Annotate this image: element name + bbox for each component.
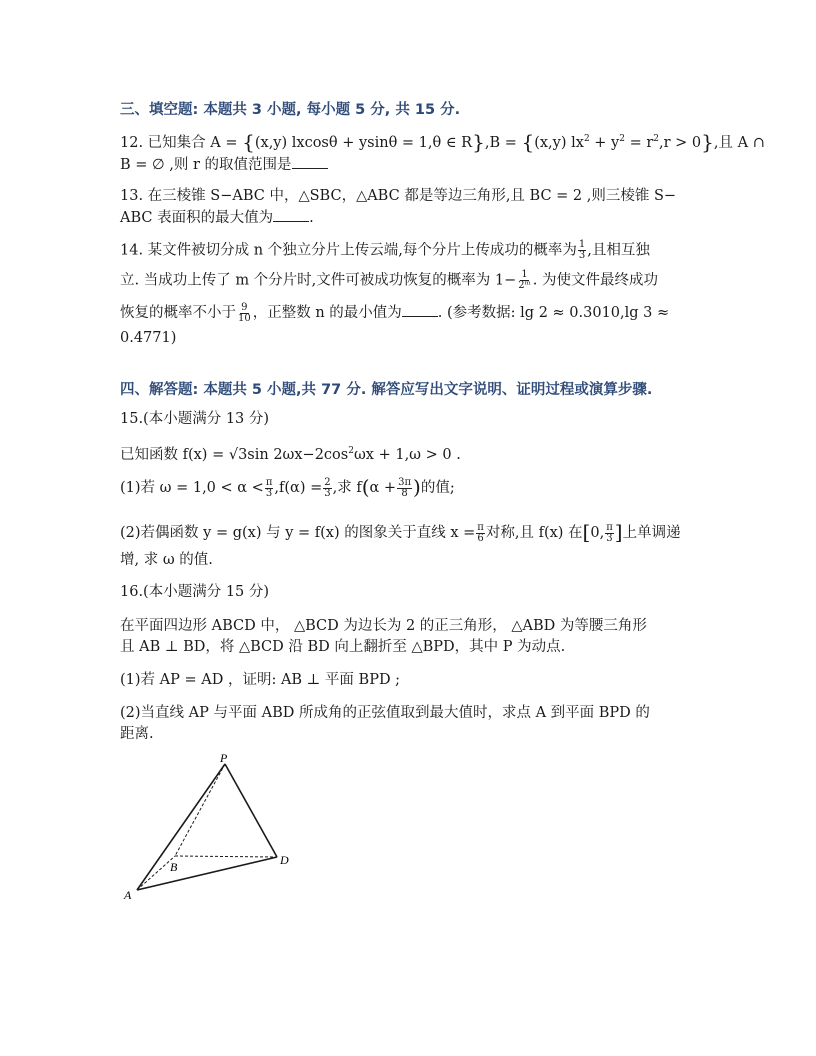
q12-setB-b: + y — [589, 134, 620, 151]
q15-stem-b: ωx + 1,ω > 0 . — [353, 446, 461, 463]
q15-part2-line2: 增, 求 ω 的值. — [120, 552, 213, 568]
q15-part1: (1)若 ω = 1,0 < α < $\frac{\pi}{3}$ ,f(α) = $\frac{2}{3}$ ,求 f(α + $\frac{3\pi}{8}$ )的值; — [120, 475, 455, 499]
q12-setB-a: (x,y) lx — [534, 134, 584, 151]
q14-fraction — [237, 303, 252, 324]
q14-line2 — [120, 270, 658, 291]
q12-setA: (x,y) lxcosθ + ysinθ = 1,θ ∈ R — [254, 134, 473, 151]
label-B: B — [170, 860, 178, 874]
frac-den: 3 — [265, 487, 273, 499]
frac-num: π — [265, 476, 273, 488]
frac-den: 2ᵐ — [518, 280, 531, 291]
frac-den: 8 — [401, 487, 408, 499]
q14-line3 — [120, 302, 669, 324]
q14-text-e: 恢复的概率不小于 — [120, 305, 236, 321]
frac-den: 3 — [606, 532, 613, 544]
frac-num: 9 — [241, 301, 248, 313]
q15-p2-c: 0, — [590, 525, 605, 541]
answer-blank — [292, 154, 328, 169]
q13-line2: ABC 表面积的最大值为 . — [120, 207, 314, 228]
q14-text-g: . (参考数据: lg 2 ≈ 0.3010,lg 3 ≈ — [437, 305, 670, 321]
q15-part2: (2)若偶函数 y = g(x) 与 y = f(x) 的图象关于直线 x = $\frac{\pi}{6}$ 对称,且 f(x) 在[0, $\frac{\pi}{3}$ ]上单调递 — [120, 520, 681, 544]
q16-stem-line2: 且 AB ⊥ BD，将 △BCD 沿 BD 向上翻折至 △BPD，其中 P 为动点. — [120, 639, 566, 655]
q12-text-a: 12. 已知集合 A = — [120, 134, 243, 151]
q12-text-b: ,B = — [484, 134, 522, 151]
q15-fraction — [397, 478, 412, 499]
q12-sup: 2 — [619, 134, 625, 144]
label-A: A — [124, 888, 132, 902]
q13-text-line2: ABC 表面积的最大值为 — [120, 210, 274, 226]
q12-setB-d: ,r > 0 — [659, 134, 702, 151]
q14-line1 — [120, 240, 650, 261]
q14-text-f: ，正整数 n 的最小值为 — [252, 305, 402, 321]
q16-part1: (1)若 AP = AD ，证明: AB ⊥ 平面 BPD ; — [120, 672, 401, 688]
q12-line1: 12. 已知集合 A = {(x,y) lxcosθ + ysinθ = 1,θ ∈ R},B = {(x,y) $lx^2 + y^2 = r^2,r > 0$},且 A ∩ — [120, 129, 765, 154]
pyramid-figure — [115, 750, 315, 910]
q15-fraction — [265, 478, 274, 499]
q15-stem — [120, 441, 461, 465]
q14-fraction — [578, 240, 586, 261]
label-D: D — [280, 853, 289, 867]
edge-PA — [137, 764, 225, 890]
q12-line2 — [120, 154, 328, 175]
q12-sup: 2 — [583, 134, 590, 144]
q14-text-d: . 为使文件最终成功 — [532, 272, 658, 289]
q15-title: 15.(本小题满分 13 分) — [120, 411, 270, 427]
frac-den: 3 — [324, 487, 331, 499]
answer-blank — [273, 207, 309, 222]
frac-den: 10 — [238, 312, 251, 324]
q16-stem-line1: 在平面四边形 ABCD 中， △BCD 为边长为 2 的正三角形， △ABD 为等腰三角形 — [120, 618, 647, 634]
edge-AD — [137, 857, 277, 890]
frac-num: 2 — [324, 476, 331, 488]
q15-p2-d: 上单调递 — [622, 525, 681, 541]
answer-blank — [402, 302, 438, 317]
section-heading-fill-in: 三、填空题: 本题共 3 小题, 每小题 5 分, 共 15 分. — [120, 102, 461, 118]
q14-text-b: ,且相互独 — [587, 242, 650, 259]
q12-text-c: ,且 A ∩ — [713, 134, 765, 151]
section-heading-solutions: 四、解答题: 本题共 5 小题,共 77 分. 解答应写出文字说明、证明过程或演算步骤. — [120, 382, 653, 398]
edge-PD — [225, 764, 277, 857]
q15-p1-b: ,f(α) = — [274, 480, 323, 496]
q12-sup: 2 — [653, 134, 660, 144]
q16-title: 16.(本小题满分 15 分) — [120, 584, 270, 600]
frac-num: 1 — [521, 269, 528, 280]
q15-p1-a: (1)若 ω = 1,0 < α < — [120, 480, 264, 496]
q15-stem-a: 已知函数 f(x) = √3sin 2ωx−2cos — [120, 446, 349, 463]
edge-PB-hidden — [175, 764, 225, 856]
q13-line1: 13. 在三棱锥 S−ABC 中，△SBC，△ABC 都是等边三角形,且 BC = 2 ,则三棱锥 S− — [120, 188, 677, 204]
q14-line4: 0.4771) — [120, 330, 177, 346]
q14-fraction — [517, 270, 532, 291]
q15-p1-c: ,求 f — [332, 480, 362, 496]
q12-setB-c: = r — [624, 134, 654, 151]
frac-num: 3π — [398, 476, 412, 488]
q15-p1-d: α + — [369, 480, 397, 496]
frac-num: π — [477, 521, 484, 533]
frac-num: π — [606, 521, 613, 533]
frac-den: 6 — [477, 532, 484, 544]
q15-sup: 2 — [348, 446, 354, 456]
q15-fraction — [476, 523, 485, 544]
q15-p2-a: (2)若偶函数 y = g(x) 与 y = f(x) 的图象关于直线 x = — [120, 525, 476, 541]
frac-num: 1 — [578, 239, 586, 250]
q16-part2-line1: (2)当直线 AP 与平面 ABD 所成角的正弦值取到最大值时，求点 A 到平面 BPD 的 — [120, 705, 650, 721]
label-P: P — [220, 751, 228, 765]
q14-text-c: 立. 当成功上传了 m 个分片时,文件可被成功恢复的概率为 1− — [120, 272, 517, 289]
q16-part2-line2: 距离. — [120, 726, 154, 742]
q15-fraction — [323, 478, 331, 499]
frac-den: 3 — [578, 250, 586, 261]
q12-text-line2: B = ∅ ,则 r 的取值范围是 — [120, 157, 292, 173]
q15-p1-e: 的值; — [420, 480, 455, 496]
edge-BD-hidden — [175, 856, 277, 857]
q15-p2-b: 对称,且 f(x) 在 — [485, 525, 583, 541]
q14-text-a: 14. 某文件被切分成 n 个独立分片上传云端,每个分片上传成功的概率为 — [120, 242, 577, 259]
q15-fraction — [605, 523, 614, 544]
